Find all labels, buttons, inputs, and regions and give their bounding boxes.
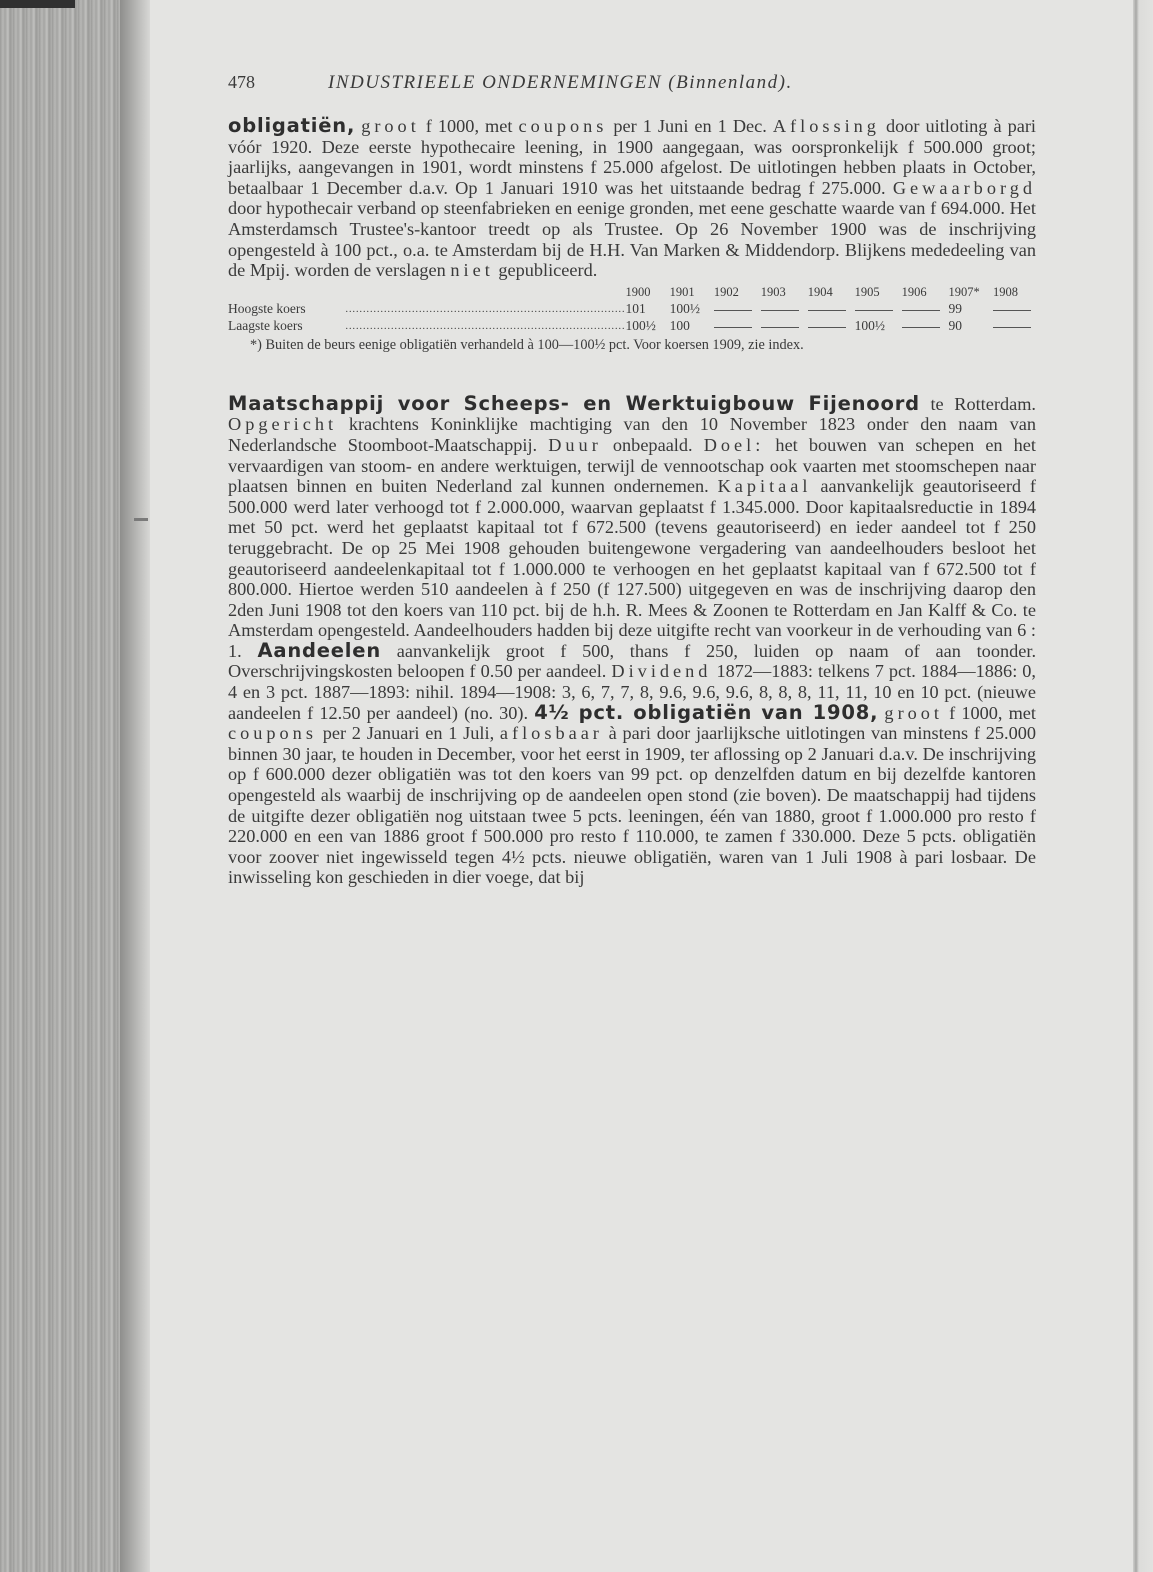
text-run: krachtens Koninklijke machtiging van den 10 November 1823 onder den naam van Nederlandsche Stoomboot-Maatschappij. bbox=[228, 414, 1036, 455]
empty-value-dash bbox=[902, 301, 949, 318]
price-value: 101 bbox=[625, 301, 646, 317]
text-run: gepubliceerd. bbox=[493, 260, 598, 281]
empty-value-dash bbox=[902, 318, 949, 335]
book-cover-edge bbox=[0, 0, 75, 8]
text-run: per 2 Januari en 1 Juli, bbox=[316, 723, 500, 744]
spaced-keyword: Opgericht bbox=[228, 414, 338, 435]
section-lead-bold: obligatiën, bbox=[228, 114, 356, 137]
spaced-keyword: Aflossing bbox=[772, 116, 880, 136]
text-run: te Rotterdam. bbox=[919, 393, 1036, 414]
price-table bbox=[228, 284, 1040, 335]
spaced-keyword: groot bbox=[884, 702, 944, 723]
year-header: 1902 bbox=[713, 284, 739, 299]
price-value: 100½ bbox=[854, 318, 886, 334]
running-header bbox=[228, 72, 1036, 102]
price-value: 100 bbox=[669, 318, 690, 334]
leader-dots: ................................................................................ bbox=[345, 320, 626, 332]
text-run: onbepaald. bbox=[601, 434, 704, 455]
spaced-keyword: coupons bbox=[228, 723, 317, 744]
text-run: door uitloting à pari vóór 1920. Deze eerste hypothecaire leening, in 1900 aangegaan, was oorspronkelijk f 500.000 groot; jaarlijks, aangevangen in 1901, wordt minstens f 25.000 afgelost. De uitlotingen hebben plaats in October, betaalbaar 1 December d.a.v. Op 1 Januari 1910 was het uitstaande bedrag f 275.000. bbox=[228, 116, 1036, 198]
price-value: 90 bbox=[948, 318, 963, 334]
price-value: 99 bbox=[948, 301, 963, 317]
price-table-body bbox=[228, 301, 1040, 335]
year-header: 1903 bbox=[760, 284, 786, 299]
empty-value-dash bbox=[808, 301, 855, 318]
empty-value-dash bbox=[993, 301, 1040, 318]
year-header: 1905 bbox=[854, 284, 880, 299]
year-header: 1907* bbox=[948, 284, 980, 299]
row-label: Laagste koers bbox=[228, 318, 303, 334]
spaced-keyword: groot bbox=[361, 116, 420, 136]
spaced-keyword: niet bbox=[450, 260, 494, 281]
price-row bbox=[228, 301, 1040, 318]
text-run: 1872—1883: telkens 7 pct. 1884—1886: 0, 4 en 3 pct. 1887—1893: nihil. 1894—1908: 3, 6, 7, 7, 8, 9.6, 9.6, 9.6, 8, 8, 8, 11, 11, 10 en 10 pct. (nieuwe aandeelen f 12.50 per aandeel) (no. 30). bbox=[228, 661, 1037, 723]
gutter-shadow bbox=[120, 0, 150, 1572]
bond-paragraph bbox=[228, 116, 1036, 281]
text-run: door hypothecair verband op steenfabrieken en eenige gronden, met eene geschatte waarde van f 694.000. Het Amsterdamsch Trustee's-kantoor treedt op als Trustee. Op 26 November 1900 was de inschrijving opengesteld à 100 pct., o.a. te Amsterdam bij de H.H. Van Marken & Middendorp. Blijkens mededeeling van de Mpij. worden de verslagen bbox=[228, 198, 1036, 281]
book-spine-page-edges bbox=[0, 0, 135, 1572]
text-run: aanvankelijk groot f 500, thans f 250, luiden op naam of aan toonder. Overschrijvingskosten beloopen f 0.50 per aandeel. bbox=[228, 640, 1037, 682]
page-right-edge bbox=[1133, 0, 1153, 1572]
company-name: Maatschappij voor Scheeps- en Werktuigbouw Fijenoord bbox=[228, 391, 920, 415]
spaced-keyword: Duur bbox=[548, 434, 602, 455]
page-content bbox=[228, 72, 1036, 888]
year-header: 1901 bbox=[669, 284, 695, 299]
text-run: f 1000, met bbox=[943, 702, 1036, 723]
spaced-keyword: Doel: bbox=[703, 434, 765, 455]
empty-value-dash bbox=[714, 301, 761, 318]
price-value: 100½ bbox=[669, 301, 701, 317]
text-run: per 1 Juni en 1 Dec. bbox=[607, 116, 773, 136]
year-header: 1900 bbox=[625, 284, 651, 299]
spaced-keyword: Kapitaal bbox=[717, 476, 812, 497]
spaced-keyword: Gewaarborgd bbox=[892, 177, 1036, 198]
empty-value-dash bbox=[855, 301, 902, 318]
text-run: à pari door jaarlijksche uitlotingen van minstens f 25.000 binnen 30 jaar, te houden in December, voor het eerst in 1909, ter aflossing op 2 Januari d.a.v. De inschrijving op f 600.000 dezer obligatiën was tot den koers van 99 pct. op denzelfden datum en bij dezelfde kantoren opengesteld als waarbij de inschrijving op de aandeelen open stond (zie boven). De maatschappij had tijdens de uitgifte dezer obligatiën nog uitstaan twee 5 pcts. leeningen, één van 1880, groot f 1.000.000 pro resto f 220.000 en een van 1886 groot f 500.000 pro resto f 110.000, te zamen f 330.000. Deze 5 pcts. obligatiën voor zoover niet ingewisseld tegen 4½ pcts. nieuwe obligatiën, waren van 1 Juli 1908 à pari losbaar. De inwisseling kon geschieden in dier voege, dat bij bbox=[228, 723, 1036, 888]
text-run: f 1000, met bbox=[419, 116, 519, 136]
spaced-keyword: aflosbaar bbox=[499, 723, 603, 744]
running-title: INDUSTRIEELE ONDERNEMINGEN (Binnenland). bbox=[328, 72, 793, 93]
year-header: 1908 bbox=[993, 284, 1019, 299]
empty-value-dash bbox=[808, 318, 855, 335]
leader-dots: ................................................................................ bbox=[345, 303, 626, 315]
text-run: het bouwen van schepen en het vervaardigen van stoom- en andere werktuigen, terwijl de vennootschap ook vaarten met stoomschepen naar plaatsen binnen en buiten Nederland zal kunnen ondernemen. bbox=[228, 434, 1037, 497]
price-value: 100½ bbox=[625, 318, 656, 334]
year-header: 1906 bbox=[901, 284, 927, 299]
company-paragraph bbox=[228, 391, 1037, 888]
empty-value-dash bbox=[761, 301, 808, 318]
empty-value-dash bbox=[993, 318, 1040, 335]
bold-keyword: Aandeelen bbox=[257, 638, 382, 662]
text-run: aanvankelijk geautoriseerd f 500.000 werd later verhoogd tot f 2.000.000, waarvan geplaatst f 1.345.000. Door kapitaalsreductie in 1894 met 50 pct. werd het geplaatst kapitaal tot f 672.500 (tevens geautoriseerd) en ieder aandeel tot f 250 teruggebracht. De op 25 Mei 1908 gehouden buitengewone vergadering van aandeelhouders besloot het geautoriseerd aandeelenkapitaal tot f 1.000.000 te verhoogen en het geplaatst kapitaal van f 672.500 tot f 800.000. Hiertoe werden 510 aandeelen à f 250 (f 127.500) uitgegeven en was de inschrijving daarop den 2den Juni 1908 tot den koers van 110 pct. bij de h.h. R. Mees & Zoonen te Rotterdam en Jan Kalff & Co. te Amsterdam opengesteld. Aandeelhouders hadden bij deze uitgifte recht van voorkeur in de verhouding van 6 : 1. bbox=[228, 476, 1036, 661]
row-label: Hoogste koers bbox=[228, 301, 306, 317]
empty-value-dash bbox=[714, 318, 761, 335]
spaced-keyword: coupons bbox=[518, 116, 608, 136]
price-table-header bbox=[228, 284, 1040, 301]
empty-value-dash bbox=[761, 318, 808, 335]
table-footnote: *) Buiten de beurs eenige obligatiën verhandeld à 100—100½ pct. Voor koersen 1909, zie index. bbox=[250, 336, 804, 353]
year-header: 1904 bbox=[807, 284, 833, 299]
price-row bbox=[228, 318, 1040, 335]
spaced-keyword: Dividend bbox=[611, 661, 712, 682]
margin-mark bbox=[134, 518, 148, 521]
page-number: 478 bbox=[228, 72, 255, 92]
bold-keyword: 4½ pct. obligatiën van 1908, bbox=[534, 700, 879, 724]
